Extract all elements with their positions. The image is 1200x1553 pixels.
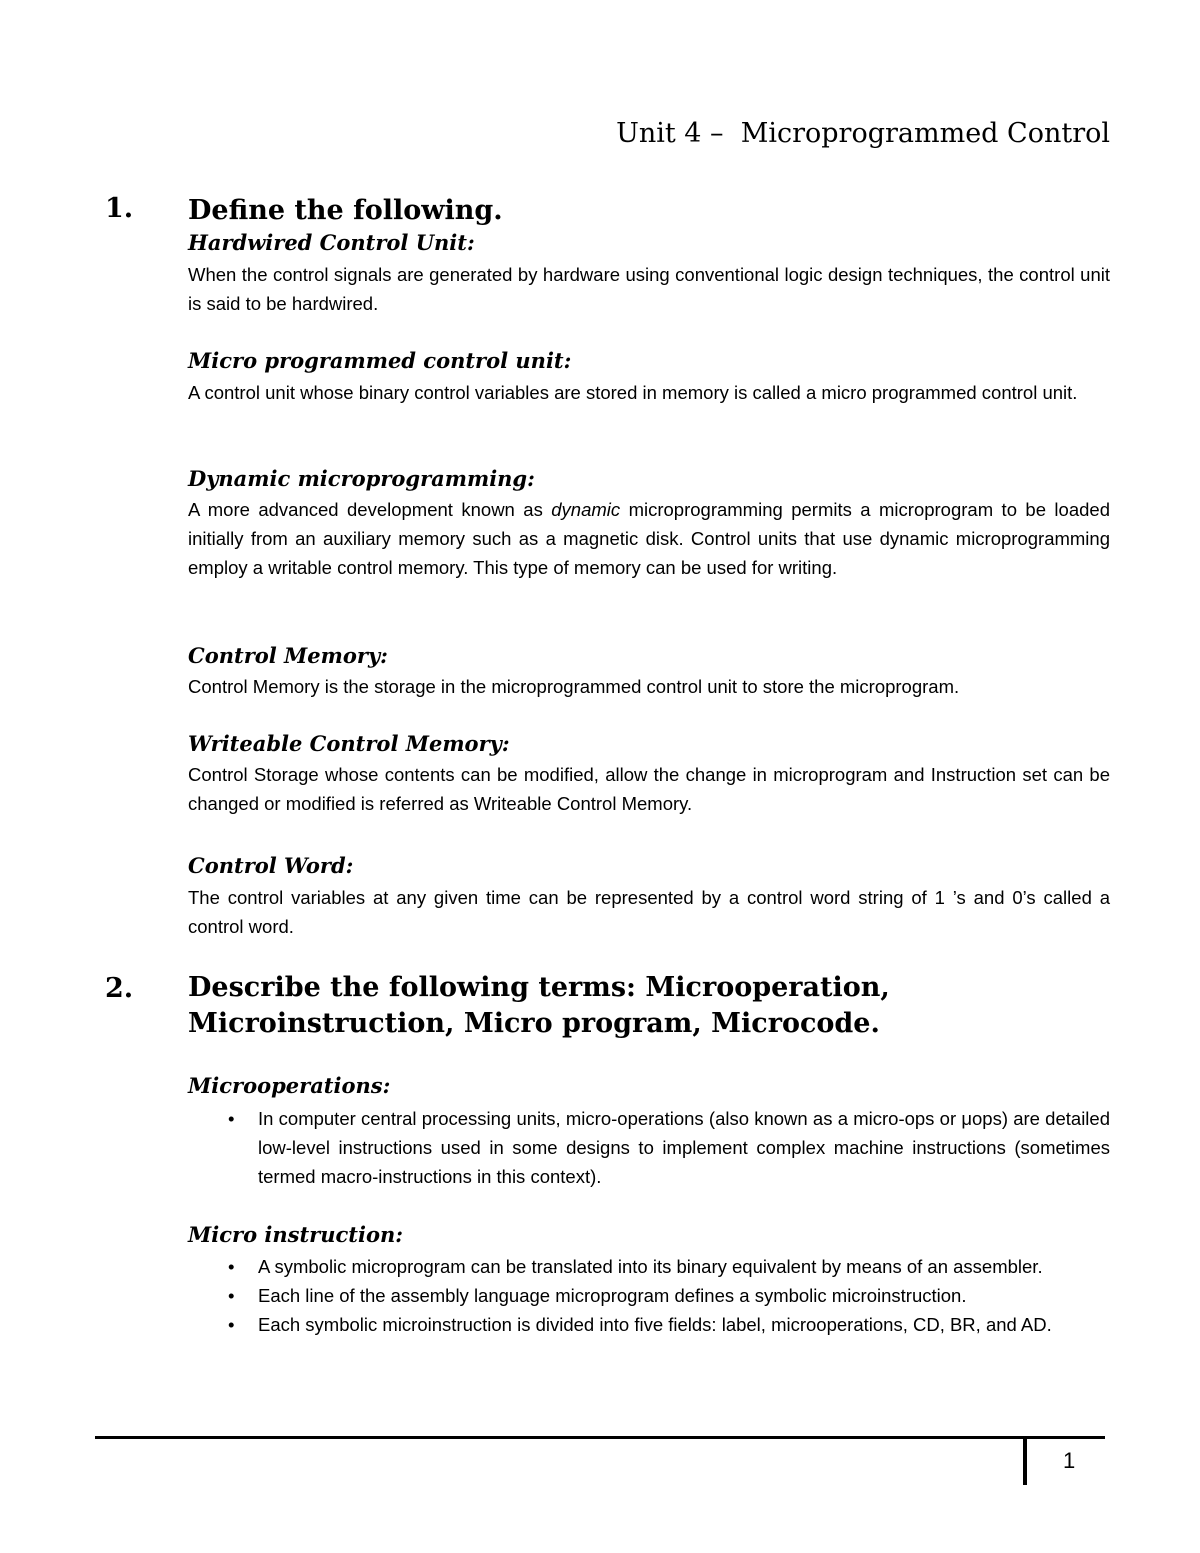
definition-dynamic-microprogramming	[188, 495, 1110, 582]
question-1-title: Define the following.	[188, 195, 503, 226]
microoperations-list	[228, 1104, 1110, 1191]
definition-control-word: The control variables at any given time can be represented by a control word string of 1 ’s and 0’s called a control word.	[188, 887, 1110, 937]
list-item	[228, 1104, 1110, 1191]
list-item-text: Each line of the assembly language microprogram defines a symbolic microinstruction.	[258, 1285, 967, 1306]
dynamic-text-start: A more advanced development known as	[188, 499, 552, 520]
list-item-text: Each symbolic microinstruction is divided into five fields: label, microoperations, CD, BR, and AD.	[258, 1314, 1052, 1335]
page-number: 1	[1063, 1448, 1076, 1473]
definition-control-memory: Control Memory is the storage in the microprogrammed control unit to store the microprogram.	[188, 676, 960, 697]
footer-divider	[1023, 1439, 1027, 1485]
dynamic-italic-word: dynamic	[551, 499, 621, 520]
list-item-text: In computer central processing units, micro-operations (also known as a micro-ops or μops) are detailed low-level instructions used in some designs to implement complex machine instructions (sometimes termed macro-instructions in this context).	[258, 1108, 1110, 1187]
question-1-number: 1.	[105, 193, 134, 224]
list-item	[228, 1310, 1110, 1339]
term-microoperations: Microoperations:	[188, 1073, 391, 1098]
definition-micro-programmed-control-unit: A control unit whose binary control variables are stored in memory is called a micro programmed control unit.	[188, 382, 1078, 403]
dynamic-text-end: microprogramming permits a microprogram to be loaded initially from an auxiliary memory such as a magnetic disk. Control units that use dynamic microprogramming employ a writable control memory. This type of memory can be used for writing.	[188, 499, 1110, 578]
term-micro-instruction: Micro instruction:	[188, 1222, 403, 1247]
list-item	[228, 1281, 1110, 1310]
term-hardwired-control-unit: Hardwired Control Unit:	[188, 230, 475, 255]
definition-writeable-control-memory: Control Storage whose contents can be modified, allow the change in microprogram and Instruction set can be changed or modified is referred as Writeable Control Memory.	[188, 764, 1110, 814]
list-item	[228, 1252, 1110, 1281]
definition-hardwired-control-unit: When the control signals are generated by hardware using conventional logic design techniques, the control unit is said to be hardwired.	[188, 264, 1110, 314]
term-control-word: Control Word:	[188, 853, 354, 878]
bullet-icon: •	[228, 1314, 235, 1335]
term-writeable-control-memory: Writeable Control Memory:	[188, 731, 510, 756]
bullet-icon: •	[228, 1256, 235, 1277]
list-item-text: A symbolic microprogram can be translated into its binary equivalent by means of an assembler.	[258, 1256, 1043, 1277]
term-control-memory: Control Memory:	[188, 643, 388, 668]
micro-instruction-list	[228, 1252, 1110, 1339]
bullet-icon: •	[228, 1285, 235, 1306]
footer-rule	[95, 1436, 1105, 1439]
page-header-title: Unit 4 – Microprogrammed Control	[616, 118, 1110, 149]
question-2-number: 2.	[105, 973, 134, 1004]
term-dynamic-microprogramming: Dynamic microprogramming:	[188, 466, 535, 491]
bullet-icon: •	[228, 1108, 235, 1129]
term-micro-programmed-control-unit: Micro programmed control unit:	[188, 348, 572, 373]
question-2-title: Describe the following terms: Microoperation, Microinstruction, Micro program, Microcode.	[188, 972, 890, 1039]
